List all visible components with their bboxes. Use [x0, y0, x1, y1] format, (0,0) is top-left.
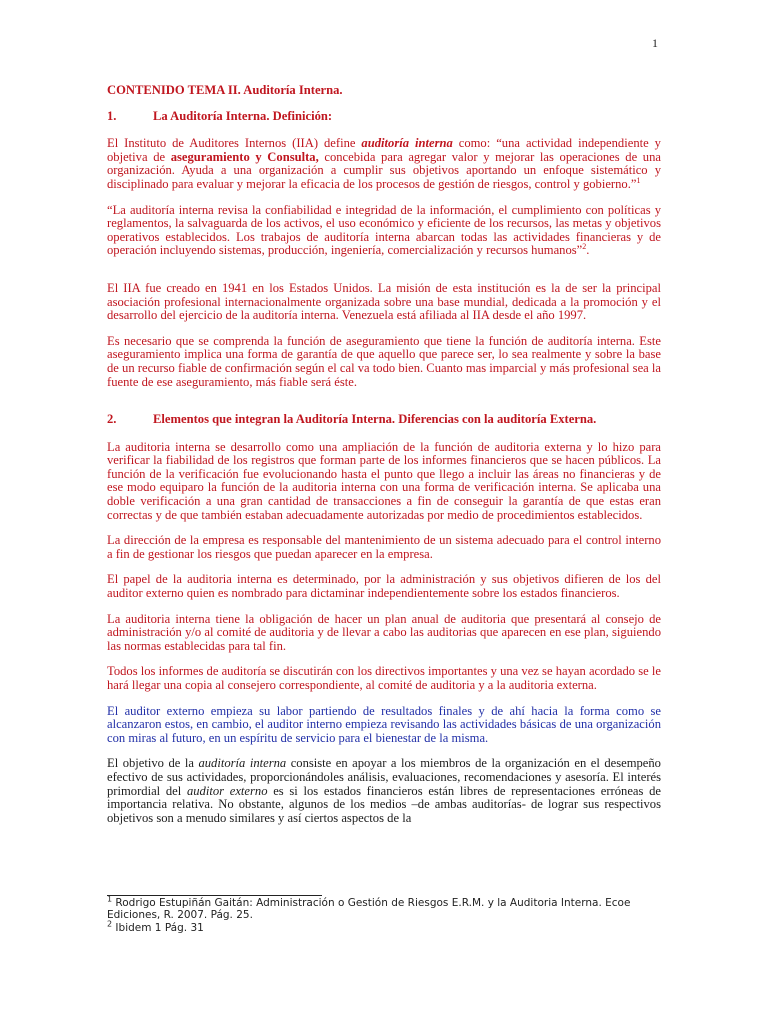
section-2-paragraph-4: La auditoria interna tiene la obligación de hacer un plan anual de auditoria que presentará al consejo de administración y/o al comité de auditoria y de llevar a cabo las auditorias que aparecen en ese plan, siguiendo las normas establecidas para tal fin. [107, 611, 661, 653]
section-2-paragraph-2: La dirección de la empresa es responsable del mantenimiento de un sistema adecuado para el control interno a fin de gestionar los riesgos que puedan aparecer en la empresa. [107, 533, 661, 561]
footnote-ref-1: 1 [636, 175, 641, 185]
section-2-paragraph-3: El papel de la auditoria interna es determinado, por la administración y sus objetivos difieren de los del auditor externo quien es nombrado para dictaminar independientemente sobre los estados financieros. [107, 572, 661, 601]
text-run: como: “una actividad independiente y objetiva de [107, 136, 661, 164]
footnote-2 [107, 919, 661, 934]
footnote-marker: 2 [107, 919, 113, 929]
term-aseguramiento: aseguramiento y Consulta, [170, 149, 319, 164]
term-auditor-externo: auditor externo [186, 783, 268, 798]
section-1-number: 1. [107, 108, 117, 123]
section-1-title: La Auditoría Interna. Definición: [153, 108, 333, 123]
footnote-divider [107, 895, 322, 896]
section-1-paragraph-3: El IIA fue creado en 1941 en los Estados Unidos. La misión de esta institución es la de ser la principal asociación profesional internacionalmente organizada sobre una base mundial, dedicada a la promoción y el desarrollo del ejercicio de la auditoría interna. Venezuela está afiliada al IIA desde el año 1997. [107, 280, 661, 323]
footnote-ref-2: 2 [582, 242, 587, 252]
document-body [107, 84, 661, 837]
text-run: El Instituto de Auditores Internos (IIA) define [107, 136, 362, 151]
text-run: El objetivo de la [107, 756, 199, 771]
section-2-title: Elementos que integran la Auditoría Interna. Diferencias con la auditoría Externa. [153, 412, 597, 427]
text-run: “La auditoría interna revisa la confiabilidad e integridad de la información, el cumplimiento con políticas y reglamentos, la salvaguarda de los activos, el uso económico y eficiente de los recursos, las metas y objetivos operativos establecidos. Los trabajos de auditoría interna abarcan todas las actividades financieras y de operación incluyendo sistemas, producción, ingeniería, comercialización y recursos humanos” [107, 202, 661, 258]
footnote-marker: 1 [107, 894, 113, 904]
section-2-paragraph-7 [107, 757, 661, 825]
term-auditoria-interna: auditoría interna [198, 756, 287, 771]
section-2-paragraph-6: El auditor externo empieza su labor partiendo de resultados finales y de ahí hacia la forma como se alcanzaron estos, en cambio, el auditor interno empieza revisando las actividades básicas de una organización con miras al futuro, en un espíritu de servicio para el bienestar de la misma. [107, 703, 661, 745]
text-run: concebida para agregar valor y mejorar las operaciones de una organización. Ayuda a una organización a cumplir sus objetivos aportando un enfoque sistemático y disciplinado para evaluar y mejorar la eficacia de los procesos de gestión de riesgos, control y gobierno.” [107, 149, 661, 191]
footnote-1 [107, 894, 661, 922]
section-2-paragraph-5: Todos los informes de auditoría se discutirán con los directivos importantes y una vez se hayan acordado se le hará llegar una copia al consejero correspondiente, al comité de auditoria y a la auditoria externa. [107, 664, 661, 692]
term-auditoria-interna: auditoría interna [361, 136, 453, 151]
footnote-text: Rodrigo Estupiñán Gaitán: Administración o Gestión de Riesgos E.R.M. y la Auditoria Interna. Ecoe Ediciones, R. 2007. Pág. 25. [107, 897, 631, 922]
section-1-paragraph-2 [107, 204, 661, 258]
footnotes [107, 894, 661, 934]
page-number: 1 [652, 36, 658, 50]
text-run: . [586, 243, 590, 258]
section-1-paragraph-1 [107, 137, 661, 191]
section-2-number: 2. [107, 412, 117, 427]
section-2-paragraph-1: La auditoria interna se desarrollo como una ampliación de la función de auditoria externa y lo hizo para verificar la fiabilidad de los registros que forman parte de los informes financieros que se hacen públicos. La función de la verificación fue evolucionando hasta el punto que llego a incluir las áreas no financieras y de ese modo equiparo la función de la auditoria interna con una forma de verificación interna. Se aplicaba una doble verificación a una gran cantidad de transacciones a fin de conseguir la garantía de que estas eran correctas y de que también estaban adecuadamente autorizadas por medio de procedimientos establecidos. [107, 439, 661, 522]
document-title: CONTENIDO TEMA II. Auditoría Interna. [107, 83, 343, 97]
footnote-text: Ibidem 1 Pág. 31 [112, 921, 204, 934]
section-1-paragraph-4: Es necesario que se comprenda la función de aseguramiento que tiene la función de auditoría interna. Este aseguramiento implica una forma de garantía de que aquello que parece ser, lo sea realmente y sobre la base de un recurso fiable de confirmación según el cal va todo bien. Cuanto mas imparcial y más profesional sea la fuente de ese aseguramiento, más fiable será éste. [107, 333, 661, 389]
section-1-heading [107, 110, 661, 124]
text-run: es si los estados financieros están libres de representaciones erróneas de importancia relativa. No obstante, algunos de los medios –de ambas auditorías- de lograr sus respectivos objetivos son a menudo similares y así ciertos aspectos de la [107, 783, 662, 825]
section-2-heading [107, 413, 661, 427]
text-run: consiste en apoyar a los miembros de la organización en el desempeño efectivo de sus actividades, proporcionándoles análisis, evaluaciones, recomendaciones y asesoría. El interés primordial del [107, 756, 661, 798]
